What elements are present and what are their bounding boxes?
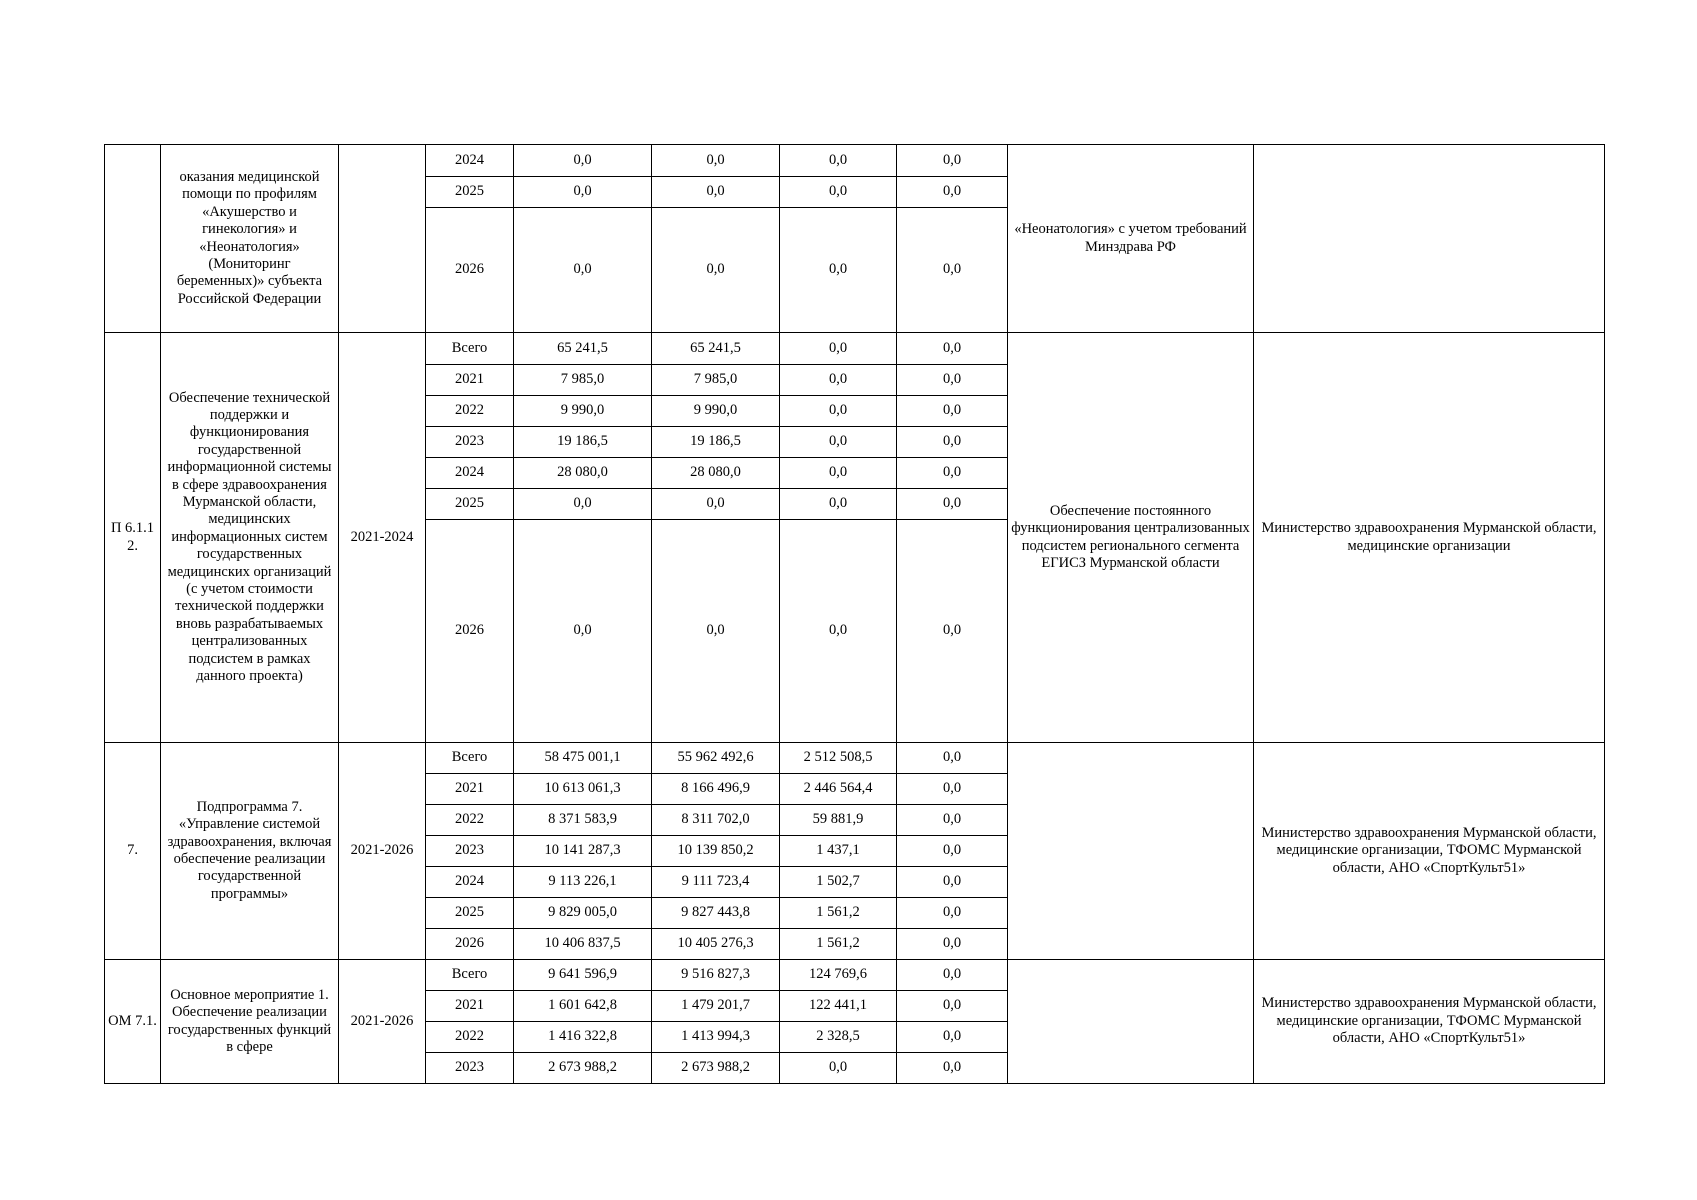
year-cell: 2025	[426, 177, 514, 208]
funding-col1-cell: 55 962 492,6	[652, 743, 780, 774]
funding-col2-cell: 0,0	[780, 365, 897, 396]
year-cell: 2024	[426, 867, 514, 898]
funding-col2-cell: 1 561,2	[780, 898, 897, 929]
table-row	[105, 960, 1605, 991]
total-cell: 0,0	[514, 177, 652, 208]
funding-col1-cell: 0,0	[652, 520, 780, 743]
funding-col2-cell: 1 502,7	[780, 867, 897, 898]
row-id-cell: ОМ 7.1.	[105, 960, 161, 1084]
funding-col2-cell: 0,0	[780, 333, 897, 365]
funding-col1-cell: 28 080,0	[652, 458, 780, 489]
funding-col3-cell: 0,0	[897, 333, 1008, 365]
funding-col3-cell: 0,0	[897, 458, 1008, 489]
table-row	[105, 145, 1605, 177]
year-cell: 2026	[426, 208, 514, 333]
total-cell: 19 186,5	[514, 427, 652, 458]
result-cell: «Неонатология» с учетом требований Минздрава РФ	[1008, 145, 1254, 333]
year-cell: 2024	[426, 458, 514, 489]
funding-col1-cell: 7 985,0	[652, 365, 780, 396]
funding-col2-cell: 1 561,2	[780, 929, 897, 960]
executor-cell	[1254, 145, 1605, 333]
year-cell: Всего	[426, 333, 514, 365]
period-cell: 2021-2024	[339, 333, 426, 743]
total-cell: 8 371 583,9	[514, 805, 652, 836]
year-cell: 2022	[426, 805, 514, 836]
total-cell: 9 990,0	[514, 396, 652, 427]
funding-col3-cell: 0,0	[897, 427, 1008, 458]
year-cell: 2021	[426, 774, 514, 805]
funding-col3-cell: 0,0	[897, 396, 1008, 427]
year-cell: 2023	[426, 836, 514, 867]
funding-col1-cell: 2 673 988,2	[652, 1053, 780, 1084]
year-cell: 2021	[426, 991, 514, 1022]
year-cell: 2022	[426, 396, 514, 427]
funding-col1-cell: 10 405 276,3	[652, 929, 780, 960]
funding-col1-cell: 9 516 827,3	[652, 960, 780, 991]
total-cell: 0,0	[514, 520, 652, 743]
funding-col3-cell: 0,0	[897, 991, 1008, 1022]
program-funding-table	[104, 144, 1605, 1084]
total-cell: 1 601 642,8	[514, 991, 652, 1022]
funding-col2-cell: 2 328,5	[780, 1022, 897, 1053]
row-id-cell: П 6.1.1 2.	[105, 333, 161, 743]
funding-col1-cell: 65 241,5	[652, 333, 780, 365]
year-cell: 2022	[426, 1022, 514, 1053]
funding-col2-cell: 2 446 564,4	[780, 774, 897, 805]
funding-col2-cell: 124 769,6	[780, 960, 897, 991]
measure-name-cell: Основное мероприятие 1. Обеспечение реализации государственных функций в сфере	[161, 960, 339, 1084]
total-cell: 9 829 005,0	[514, 898, 652, 929]
funding-col2-cell: 0,0	[780, 1053, 897, 1084]
year-cell: 2025	[426, 898, 514, 929]
funding-col2-cell: 0,0	[780, 145, 897, 177]
row-id-cell: 7.	[105, 743, 161, 960]
total-cell: 10 406 837,5	[514, 929, 652, 960]
year-cell: 2021	[426, 365, 514, 396]
funding-col2-cell: 1 437,1	[780, 836, 897, 867]
executor-cell: Министерство здравоохранения Мурманской области, медицинские организации	[1254, 333, 1605, 743]
funding-col1-cell: 19 186,5	[652, 427, 780, 458]
executor-cell: Министерство здравоохранения Мурманской области, медицинские организации, ТФОМС Мурманской области, АНО «СпортКульт51»	[1254, 743, 1605, 960]
total-cell: 2 673 988,2	[514, 1053, 652, 1084]
funding-col3-cell: 0,0	[897, 177, 1008, 208]
funding-col1-cell: 8 166 496,9	[652, 774, 780, 805]
funding-col3-cell: 0,0	[897, 365, 1008, 396]
funding-col3-cell: 0,0	[897, 960, 1008, 991]
funding-col1-cell: 0,0	[652, 145, 780, 177]
funding-col2-cell: 0,0	[780, 489, 897, 520]
funding-col3-cell: 0,0	[897, 743, 1008, 774]
year-cell: 2023	[426, 427, 514, 458]
total-cell: 7 985,0	[514, 365, 652, 396]
total-cell: 1 416 322,8	[514, 1022, 652, 1053]
funding-col1-cell: 9 990,0	[652, 396, 780, 427]
table-body	[105, 145, 1605, 1084]
period-cell: 2021-2026	[339, 960, 426, 1084]
result-cell: Обеспечение постоянного функционирования централизованных подсистем регионального сегмента ЕГИСЗ Мурманской области	[1008, 333, 1254, 743]
funding-col3-cell: 0,0	[897, 520, 1008, 743]
table-row	[105, 333, 1605, 365]
funding-col1-cell: 8 311 702,0	[652, 805, 780, 836]
funding-col2-cell: 0,0	[780, 520, 897, 743]
measure-name-cell: Обеспечение технической поддержки и функционирования государственной информационной системы в сфере здравоохранения Мурманской области, медицинских информационных систем государственных медицинских организаций (с учетом стоимости технической поддержки вновь разрабатываемых централизованных подсистем в рамках данного проекта)	[161, 333, 339, 743]
row-id-cell	[105, 145, 161, 333]
total-cell: 58 475 001,1	[514, 743, 652, 774]
funding-col3-cell: 0,0	[897, 929, 1008, 960]
total-cell: 9 641 596,9	[514, 960, 652, 991]
funding-col2-cell: 2 512 508,5	[780, 743, 897, 774]
total-cell: 0,0	[514, 489, 652, 520]
total-cell: 0,0	[514, 145, 652, 177]
total-cell: 28 080,0	[514, 458, 652, 489]
funding-col2-cell: 0,0	[780, 177, 897, 208]
funding-col2-cell: 0,0	[780, 427, 897, 458]
funding-col1-cell: 0,0	[652, 177, 780, 208]
funding-col3-cell: 0,0	[897, 836, 1008, 867]
year-cell: 2026	[426, 929, 514, 960]
year-cell: 2023	[426, 1053, 514, 1084]
funding-col2-cell: 0,0	[780, 208, 897, 333]
funding-col3-cell: 0,0	[897, 774, 1008, 805]
funding-col3-cell: 0,0	[897, 489, 1008, 520]
executor-cell: Министерство здравоохранения Мурманской области, медицинские организации, ТФОМС Мурманской области, АНО «СпортКульт51»	[1254, 960, 1605, 1084]
funding-col3-cell: 0,0	[897, 898, 1008, 929]
funding-col3-cell: 0,0	[897, 208, 1008, 333]
funding-col1-cell: 1 479 201,7	[652, 991, 780, 1022]
funding-col3-cell: 0,0	[897, 1022, 1008, 1053]
year-cell: Всего	[426, 960, 514, 991]
funding-col3-cell: 0,0	[897, 867, 1008, 898]
funding-col3-cell: 0,0	[897, 1053, 1008, 1084]
table-row	[105, 743, 1605, 774]
year-cell: 2026	[426, 520, 514, 743]
funding-col1-cell: 0,0	[652, 208, 780, 333]
year-cell: 2024	[426, 145, 514, 177]
funding-col1-cell: 9 111 723,4	[652, 867, 780, 898]
total-cell: 9 113 226,1	[514, 867, 652, 898]
total-cell: 65 241,5	[514, 333, 652, 365]
measure-name-cell: оказания медицинской помощи по профилям «Акушерство и гинекология» и «Неонатология» (Мониторинг беременных)» субъекта Российской Федерации	[161, 145, 339, 333]
total-cell: 10 613 061,3	[514, 774, 652, 805]
funding-col3-cell: 0,0	[897, 805, 1008, 836]
funding-col2-cell: 59 881,9	[780, 805, 897, 836]
total-cell: 0,0	[514, 208, 652, 333]
funding-col3-cell: 0,0	[897, 145, 1008, 177]
period-cell: 2021-2026	[339, 743, 426, 960]
funding-col1-cell: 0,0	[652, 489, 780, 520]
year-cell: Всего	[426, 743, 514, 774]
result-cell	[1008, 960, 1254, 1084]
year-cell: 2025	[426, 489, 514, 520]
funding-col2-cell: 0,0	[780, 396, 897, 427]
total-cell: 10 141 287,3	[514, 836, 652, 867]
measure-name-cell: Подпрограмма 7. «Управление системой здравоохранения, включая обеспечение реализации государственной программы»	[161, 743, 339, 960]
result-cell	[1008, 743, 1254, 960]
funding-col2-cell: 122 441,1	[780, 991, 897, 1022]
funding-col1-cell: 9 827 443,8	[652, 898, 780, 929]
funding-col1-cell: 10 139 850,2	[652, 836, 780, 867]
funding-col2-cell: 0,0	[780, 458, 897, 489]
funding-col1-cell: 1 413 994,3	[652, 1022, 780, 1053]
period-cell	[339, 145, 426, 333]
